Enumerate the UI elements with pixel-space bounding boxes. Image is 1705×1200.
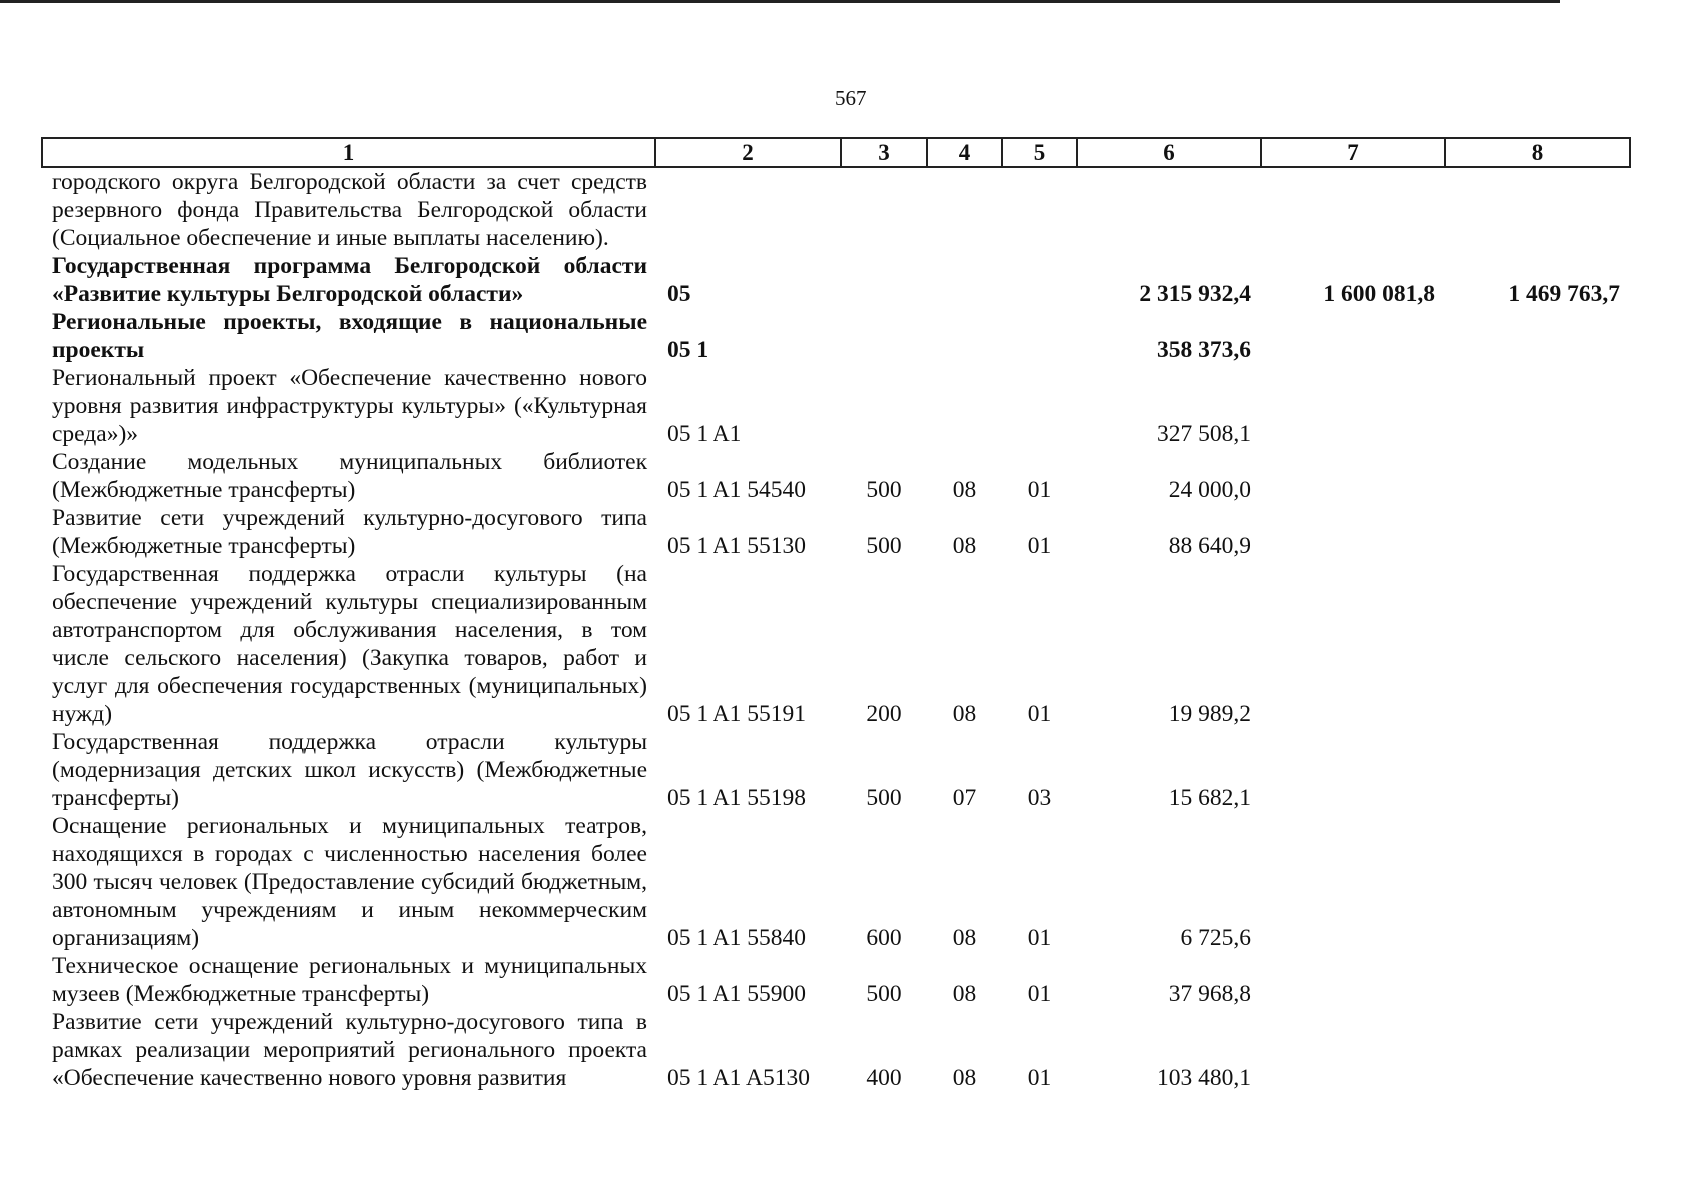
row-col-3: 600 bbox=[866, 925, 902, 951]
row-col-5: 01 bbox=[1027, 981, 1052, 1007]
row-col-6: 88 640,9 bbox=[1168, 533, 1251, 559]
row-col-7 bbox=[1261, 448, 1445, 504]
row-col-3 bbox=[841, 364, 927, 448]
table-row bbox=[42, 252, 1630, 308]
row-code: 05 1 A1 55198 bbox=[667, 785, 807, 811]
row-col-7 bbox=[1261, 560, 1445, 728]
row-col-8 bbox=[1445, 952, 1630, 1008]
row-col-4 bbox=[927, 167, 1002, 252]
row-col-4: 08 bbox=[952, 925, 977, 951]
row-col-4: 08 bbox=[952, 1065, 977, 1091]
row-col-7 bbox=[1261, 364, 1445, 448]
row-col-7 bbox=[1261, 1008, 1445, 1092]
row-col-8 bbox=[1445, 1008, 1630, 1092]
row-name: Создание модельных муниципальных библиотек (Межбюджетные трансферты) bbox=[52, 449, 647, 503]
row-code: 05 1 bbox=[667, 337, 709, 363]
row-col-3: 200 bbox=[866, 701, 902, 727]
row-name: Развитие сети учреждений культурно-досугового типа в рамках реализации мероприятий регионального проекта «Обеспечение качественно нового уровня развития bbox=[52, 1009, 647, 1091]
table-row bbox=[42, 812, 1630, 952]
row-col-4: 08 bbox=[952, 701, 977, 727]
row-col-5 bbox=[1002, 364, 1077, 448]
table-row bbox=[42, 1008, 1630, 1092]
row-code: 05 1 A1 54540 bbox=[667, 477, 807, 503]
header-col-2: 2 bbox=[655, 138, 841, 167]
row-col-8 bbox=[1445, 812, 1630, 952]
table-row bbox=[42, 560, 1630, 728]
header-col-4: 4 bbox=[927, 138, 1002, 167]
row-col-5 bbox=[1002, 252, 1077, 308]
row-code: 05 1 A1 55840 bbox=[667, 925, 807, 951]
table-row bbox=[42, 728, 1630, 812]
row-name: Региональные проекты, входящие в национальные проекты bbox=[52, 309, 647, 363]
row-code bbox=[655, 167, 841, 252]
row-col-5: 01 bbox=[1027, 701, 1052, 727]
row-col-5 bbox=[1002, 167, 1077, 252]
row-col-4: 08 bbox=[952, 981, 977, 1007]
row-col-7 bbox=[1261, 308, 1445, 364]
row-col-3: 500 bbox=[866, 785, 902, 811]
row-col-5: 01 bbox=[1027, 1065, 1052, 1091]
row-col-4: 08 bbox=[952, 533, 977, 559]
row-col-7 bbox=[1261, 812, 1445, 952]
row-col-6: 2 315 932,4 bbox=[1139, 281, 1251, 307]
row-name: Техническое оснащение региональных и муниципальных музеев (Межбюджетные трансферты) bbox=[52, 953, 647, 1007]
row-col-5 bbox=[1002, 308, 1077, 364]
row-col-3: 500 bbox=[866, 477, 902, 503]
row-code: 05 1 A1 55130 bbox=[667, 533, 807, 559]
row-col-6: 24 000,0 bbox=[1168, 477, 1251, 503]
row-col-6 bbox=[1077, 167, 1261, 252]
row-col-8 bbox=[1445, 448, 1630, 504]
row-col-4: 07 bbox=[952, 785, 977, 811]
row-col-8 bbox=[1445, 167, 1630, 252]
row-col-4 bbox=[927, 252, 1002, 308]
row-name: городского округа Белгородской области за счет средств резервного фонда Правительства Белгородской области (Социальное обеспечение и иные выплаты населению). bbox=[52, 169, 647, 251]
row-col-8 bbox=[1445, 560, 1630, 728]
row-col-5: 01 bbox=[1027, 477, 1052, 503]
row-col-6: 103 480,1 bbox=[1157, 1065, 1251, 1091]
row-col-3 bbox=[841, 252, 927, 308]
row-col-5: 01 bbox=[1027, 925, 1052, 951]
header-col-5: 5 bbox=[1002, 138, 1077, 167]
header-col-6: 6 bbox=[1077, 138, 1261, 167]
row-code: 05 1 A1 55191 bbox=[667, 701, 807, 727]
row-col-4 bbox=[927, 364, 1002, 448]
row-col-7 bbox=[1261, 728, 1445, 812]
row-name: Государственная поддержка отрасли культуры (на обеспечение учреждений культуры специализированным автотранспортом для обслуживания населения, в том числе сельского населения) (Закупка товаров, работ и услуг для обеспечения государственных (муниципальных) нужд) bbox=[52, 561, 647, 727]
row-col-6: 19 989,2 bbox=[1168, 701, 1251, 727]
row-col-7 bbox=[1261, 504, 1445, 560]
table-row bbox=[42, 364, 1630, 448]
table-row bbox=[42, 504, 1630, 560]
row-name: Государственная программа Белгородской области «Развитие культуры Белгородской области» bbox=[52, 253, 647, 307]
row-col-4 bbox=[927, 308, 1002, 364]
row-col-7: 1 600 081,8 bbox=[1323, 281, 1435, 307]
row-name: Оснащение региональных и муниципальных театров, находящихся в городах с численностью населения более 300 тысяч человек (Предоставление субсидий бюджетным, автономным учреждениям и иным некоммерческим организациям) bbox=[52, 813, 647, 951]
table-row bbox=[42, 448, 1630, 504]
row-name: Развитие сети учреждений культурно-досугового типа (Межбюджетные трансферты) bbox=[52, 505, 647, 559]
row-code: 05 1 A1 55900 bbox=[667, 981, 807, 1007]
row-col-3: 400 bbox=[866, 1065, 902, 1091]
row-col-3 bbox=[841, 167, 927, 252]
table-header-row bbox=[42, 138, 1630, 167]
row-col-7 bbox=[1261, 167, 1445, 252]
header-col-1: 1 bbox=[42, 138, 655, 167]
row-col-4: 08 bbox=[952, 477, 977, 503]
row-col-6: 37 968,8 bbox=[1168, 981, 1251, 1007]
header-col-3: 3 bbox=[841, 138, 927, 167]
table-row bbox=[42, 167, 1630, 252]
table-row bbox=[42, 308, 1630, 364]
row-col-8 bbox=[1445, 728, 1630, 812]
row-col-3: 500 bbox=[866, 981, 902, 1007]
budget-table bbox=[41, 137, 1631, 1092]
row-col-3: 500 bbox=[866, 533, 902, 559]
header-col-8: 8 bbox=[1445, 138, 1630, 167]
row-code: 05 1 A1 bbox=[667, 421, 742, 447]
row-name: Региональный проект «Обеспечение качественно нового уровня развития инфраструктуры культуры» («Культурная среда»)» bbox=[52, 365, 647, 447]
table-body bbox=[42, 167, 1630, 1092]
row-col-7 bbox=[1261, 952, 1445, 1008]
row-col-3 bbox=[841, 308, 927, 364]
row-col-5: 03 bbox=[1027, 785, 1052, 811]
row-col-8 bbox=[1445, 504, 1630, 560]
row-col-8: 1 469 763,7 bbox=[1508, 281, 1620, 307]
table-row bbox=[42, 952, 1630, 1008]
row-col-6: 327 508,1 bbox=[1157, 421, 1251, 447]
row-code: 05 1 A1 A5130 bbox=[667, 1065, 810, 1091]
row-col-6: 15 682,1 bbox=[1168, 785, 1251, 811]
row-col-5: 01 bbox=[1027, 533, 1052, 559]
row-col-6: 358 373,6 bbox=[1157, 337, 1251, 363]
row-col-6: 6 725,6 bbox=[1180, 925, 1251, 951]
row-code: 05 bbox=[667, 281, 691, 307]
header-col-7: 7 bbox=[1261, 138, 1445, 167]
row-name: Государственная поддержка отрасли культуры (модернизация детских школ искусств) (Межбюджетные трансферты) bbox=[52, 729, 647, 811]
page-top-edge bbox=[0, 0, 1560, 3]
row-col-8 bbox=[1445, 364, 1630, 448]
row-col-8 bbox=[1445, 308, 1630, 364]
